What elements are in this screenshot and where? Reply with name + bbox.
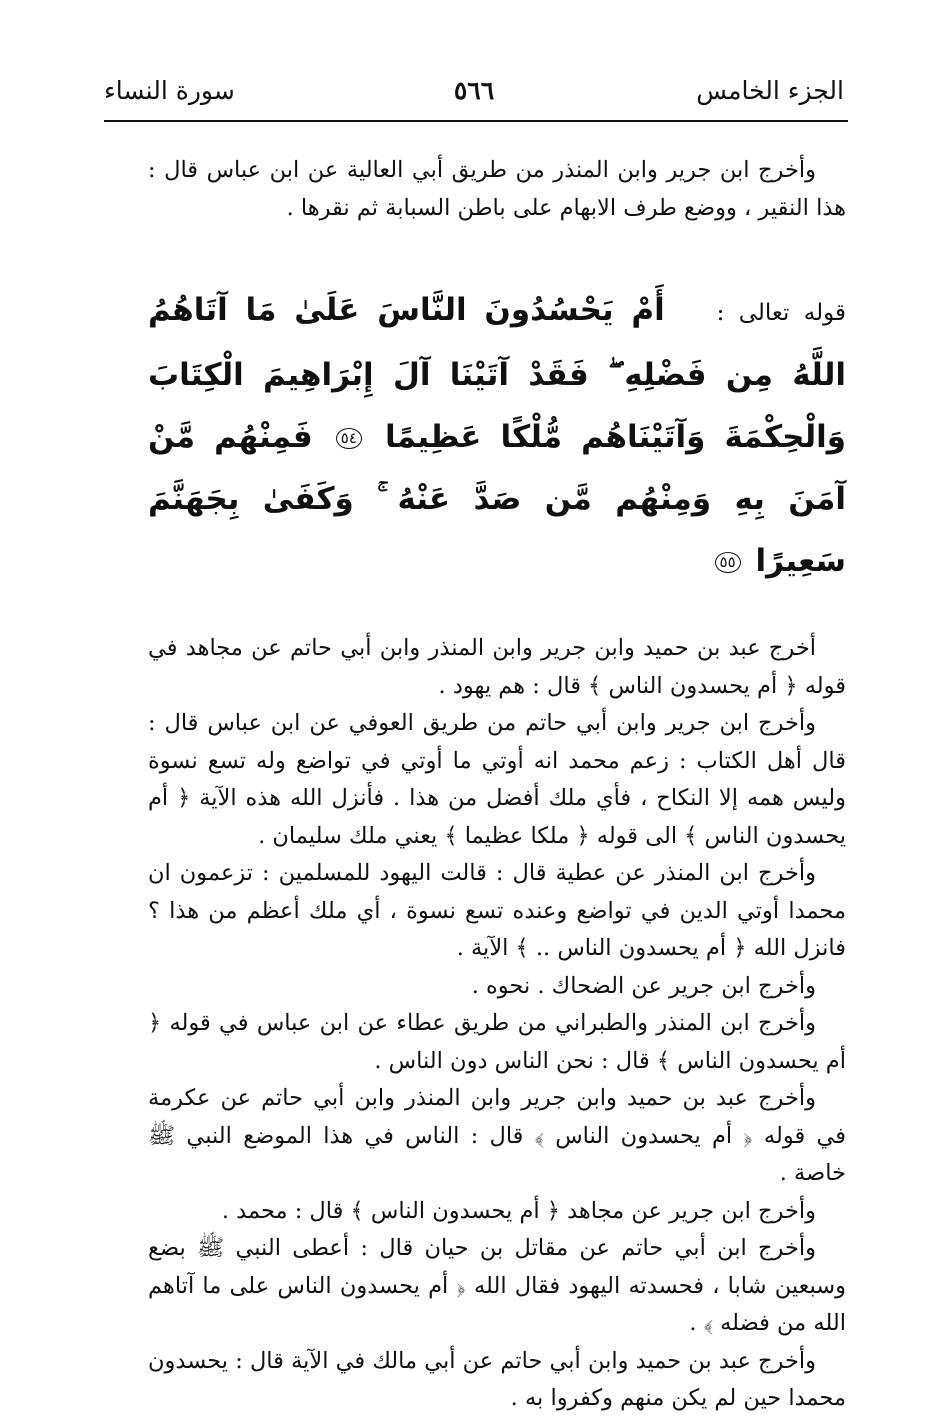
narration-paragraph: وأخرج ابن جرير عن الضحاك . نحوه . <box>471 972 816 999</box>
narration-paragraph: وأخرج ابن المنذر والطبراني من طريق عطاء عن ابن عباس في قوله ﴿ أم يحسدون الناس ﴾ قال : نحن الناس دون الناس . <box>148 1010 846 1074</box>
narration-paragraph: وأخرج عبد بن حميد وابن أبي حاتم عن أبي مالك في الآية قال : يحسدون محمدا حين لم يكن منهم وكفروا به . <box>148 1347 846 1411</box>
part-title: الجزء الخامس <box>696 75 844 105</box>
narration-paragraph: وأخرج ابن المنذر عن عطية قال : قالت اليهود للمسلمين : تزعمون ان محمدا أوتي الدين في تواضع وعنده تسع نسوة ، أي ملك أعظم من هذا ؟ فانزل الله ﴿ أم يحسدون الناس .. ﴾ الآية . <box>148 860 846 961</box>
narration-paragraph: أخرج عبد بن حميد وابن جرير وابن المنذر وابن أبي حاتم عن مجاهد في قوله ﴿ أم يحسدون الناس ﴾ قال : هم يهود . <box>148 635 846 699</box>
quran-verse-block <box>148 279 846 592</box>
verse-text-1: أَمْ يَحْسُدُونَ النَّاسَ عَلَىٰ مَا آتَاهُمُ اللَّهُ مِن فَضْلِهِ ۖ فَقَدْ آتَيْنَا آلَ إِبْرَاهِيمَ الْكِتَابَ وَالْحِكْمَةَ وَآتَيْنَاهُم مُّلْكًا عَظِيمًا <box>148 292 846 455</box>
ayah-number-mark: ٥٤ <box>336 428 362 449</box>
header-divider <box>104 120 848 122</box>
verse-text-2: فَمِنْهُم مَّنْ آمَنَ بِهِ وَمِنْهُم مَّن صَدَّ عَنْهُ ۚ وَكَفَىٰ بِجَهَنَّمَ سَعِيرًا <box>148 419 846 579</box>
surah-title: سورة النساء <box>104 75 235 105</box>
page-body <box>148 152 846 1418</box>
intro-paragraph: وأخرج ابن جرير وابن المنذر من طريق أبي العالية عن ابن عباس قال : هذا النقير ، ووضع طرف الابهام على باطن السبابة ثم نقرها . <box>148 157 846 221</box>
narration-paragraph: وأخرج ابن جرير عن مجاهد ﴿ أم يحسدون الناس ﴾ قال : محمد . <box>221 1197 816 1224</box>
verse-lead: قوله تعالى : <box>716 300 846 326</box>
narration-paragraph: وأخرج عبد بن حميد وابن جرير وابن المنذر وابن أبي حاتم عن عكرمة في قوله ﴿ أم يحسدون الناس ﴾ قال : الناس في هذا الموضع النبي ﷺ خاصة . <box>148 1085 846 1186</box>
narration-paragraph: وأخرج ابن أبي حاتم عن مقاتل بن حيان قال : أعطى النبي ﷺ بضع وسبعين شابا ، فحسدته اليهود فقال الله ﴿ أم يحسدون الناس على ما آتاهم الله من فضله ﴾ . <box>148 1235 846 1336</box>
ayah-number-mark: ٥٥ <box>715 552 741 573</box>
page-header <box>104 70 844 110</box>
narration-paragraph: وأخرج ابن جرير وابن أبي حاتم من طريق العوفي عن ابن عباس قال : قال أهل الكتاب : زعم محمد انه أوتي ما أوتي في تواضع وله تسع نسوة وليس همه إلا النكاح ، فأي ملك أفضل من هذا . فأنزل الله هذه الآية ﴿ أم يحسدون الناس ﴾ الى قوله ﴿ ملكا عظيما ﴾ يعني ملك سليمان . <box>148 710 846 849</box>
page-number: ٥٦٦ <box>453 75 495 105</box>
